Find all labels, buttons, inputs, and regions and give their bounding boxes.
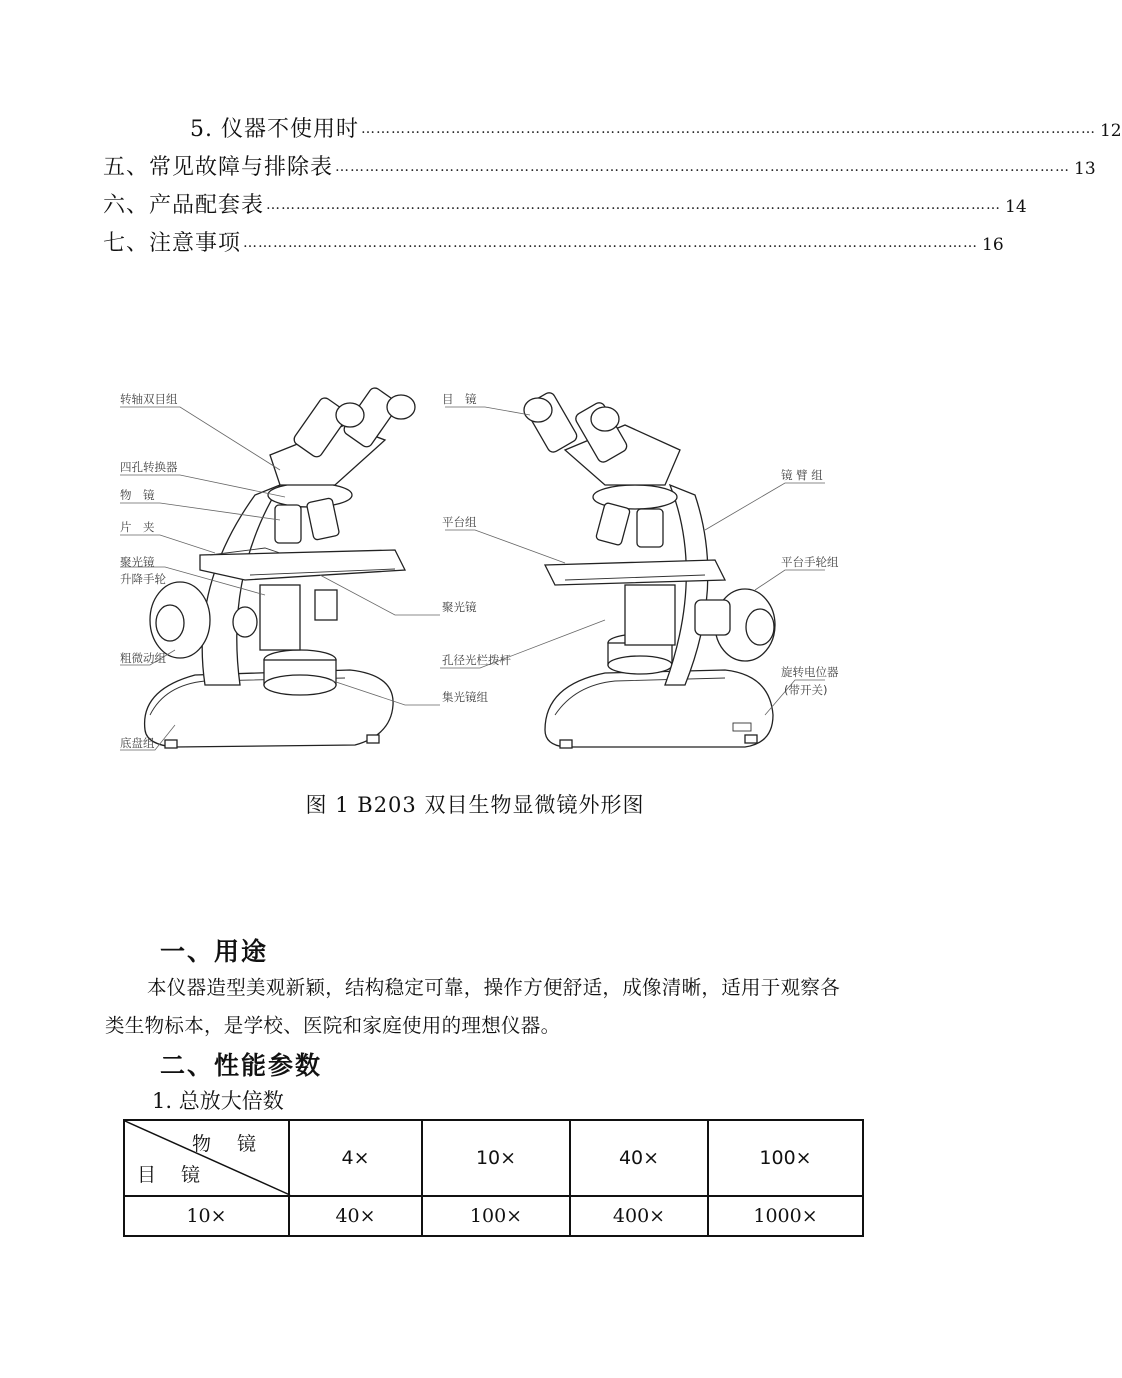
toc-row (103, 151, 1096, 181)
callout-label: 目 镜 (442, 392, 477, 406)
toc-page-number: 13 (1074, 159, 1096, 179)
callout-label: 平台手轮组 (781, 555, 839, 569)
section-heading-usage: 一、用途 (160, 937, 269, 966)
subsection-title: 1. 总放大倍数 (152, 1089, 284, 1113)
toc-row (103, 227, 1004, 257)
figure-caption: 图 1 B203 双目生物显微镜外形图 (305, 793, 645, 817)
toc-label: 五、常见故障与排除表 (103, 155, 334, 180)
table-corner-cell (124, 1120, 289, 1196)
callout-label: 片 夹 (120, 520, 155, 534)
toc-leader-dots: ………………………………………………………………………………………………………………………………… (335, 159, 1071, 175)
toc-leader-dots: ………………………………………………………………………………………………………………………………… (243, 235, 979, 251)
corner-label-objective: 物 镜 (191, 1133, 266, 1155)
toc-page-number: 14 (1005, 197, 1027, 217)
toc-page-number: 16 (982, 235, 1004, 255)
callout-label: 物 镜 (120, 488, 155, 502)
callout-label: 集光镜组 (442, 690, 488, 704)
toc-page-number: 12 (1099, 121, 1122, 141)
table-header-cell: 4× (289, 1120, 422, 1196)
toc-leader-dots: ………………………………………………………………………………………………………………………………… (266, 197, 1002, 213)
callout-label: 镜 臂 组 (781, 468, 823, 482)
callout-label: 底盘组 (120, 736, 155, 750)
usage-paragraph: 本仪器造型美观新颖，结构稳定可靠，操作方便舒适，成像清晰，适用于观察各类生物标本，是学校、医院和家庭使用的理想仪器。 (105, 976, 841, 1037)
table-cell: 1000× (708, 1196, 863, 1236)
section-heading-specs: 二、性能参数 (160, 1051, 323, 1080)
toc-label: 5. 仪器不使用时 (190, 117, 359, 142)
table-header-cell: 40× (570, 1120, 708, 1196)
corner-label-eyepiece: 目 镜 (137, 1164, 201, 1186)
callout-label: 四孔转换器 (120, 460, 178, 474)
callout-label: 粗微动组 (120, 651, 166, 665)
table-header-row (124, 1120, 863, 1196)
toc-leader-dots: ………………………………………………………………………………………………………………………………… (360, 121, 1096, 137)
table-header-cell: 10× (422, 1120, 570, 1196)
table-cell: 400× (570, 1196, 708, 1236)
right-microscope-drawing (524, 391, 775, 748)
toc-row (190, 113, 1122, 143)
table-cell: 40× (289, 1196, 422, 1236)
toc-label: 六、产品配套表 (103, 193, 265, 218)
table-cell-eyepiece: 10× (124, 1196, 289, 1236)
callout-label: 聚光镜 (442, 600, 477, 614)
callout-label: 平台组 (442, 515, 477, 529)
callout-label: 升降手轮 (120, 572, 166, 586)
microscope-illustration (105, 385, 855, 770)
callout-label: 聚光镜 (120, 555, 155, 569)
toc-label: 七、注意事项 (103, 231, 242, 256)
callout-label: (带开关) (784, 683, 828, 697)
table-row (124, 1196, 863, 1236)
left-microscope-drawing (145, 386, 415, 748)
callout-label: 转轴双目组 (120, 392, 178, 406)
table-cell: 100× (422, 1196, 570, 1236)
callout-label: 旋转电位器 (781, 665, 839, 679)
table-header-cell: 100× (708, 1120, 863, 1196)
toc-row (103, 189, 1027, 219)
callout-label: 孔径光栏拨杆 (442, 653, 511, 667)
magnification-table (123, 1119, 864, 1237)
